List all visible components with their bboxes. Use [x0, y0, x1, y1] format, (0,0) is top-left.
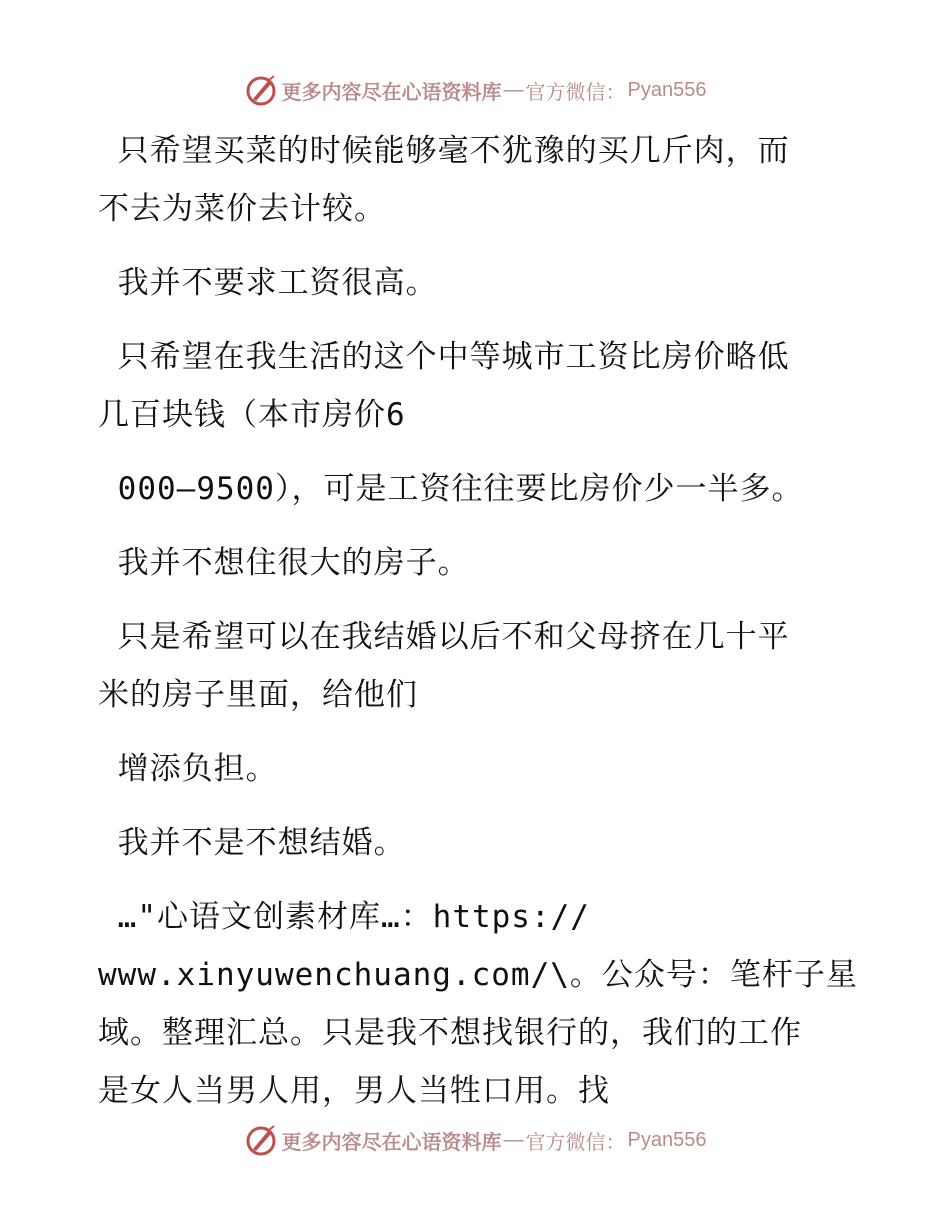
- header-watermark: [0, 70, 950, 110]
- document-body: [98, 122, 858, 1120]
- body-line: 不去为菜价去计较。: [98, 191, 386, 227]
- header-wechat-id: Pyan556: [627, 78, 707, 101]
- footer-site-name: 更多内容尽在心语资料库: [281, 1129, 502, 1154]
- body-line: www.xinyuwenchuang.com/\。公众号：笔杆子星: [98, 957, 858, 993]
- body-line: 我并不要求工资很高。: [98, 265, 438, 301]
- footer-watermark: [0, 1120, 950, 1160]
- body-line: 只希望在我生活的这个中等城市工资比房价略低: [98, 339, 790, 375]
- footer-wechat-id: Pyan556: [627, 1128, 707, 1151]
- body-line: 米的房子里面，给他们: [98, 677, 418, 713]
- footer-dash: —: [503, 1128, 524, 1151]
- body-line: …"心语文创素材库…：https://: [98, 899, 590, 935]
- body-line: 我并不想住很大的房子。: [98, 545, 470, 581]
- body-line: 只是希望可以在我结婚以后不和父母挤在几十平: [98, 619, 790, 655]
- quill-logo-icon: [244, 1123, 278, 1157]
- body-line: 几百块钱（本市房价6: [98, 397, 406, 433]
- body-line: 只希望买菜的时候能够毫不犹豫的买几斤肉，而: [98, 133, 790, 169]
- footer-official-label: 官方微信：: [525, 1129, 626, 1154]
- body-line: 增添负担。: [98, 751, 278, 787]
- body-line: 我并不是不想结婚。: [98, 825, 406, 861]
- header-official-label: 官方微信：: [525, 79, 626, 104]
- header-site-name: 更多内容尽在心语资料库: [281, 79, 502, 104]
- header-dash: —: [503, 78, 524, 101]
- quill-logo-icon: [244, 73, 278, 107]
- body-line: 是女人当男人用，男人当牲口用。找: [98, 1073, 610, 1109]
- body-line: 000—9500），可是工资往往要比房价少一半多。: [98, 471, 804, 507]
- body-line: 域。整理汇总。只是我不想找银行的，我们的工作: [98, 1015, 802, 1051]
